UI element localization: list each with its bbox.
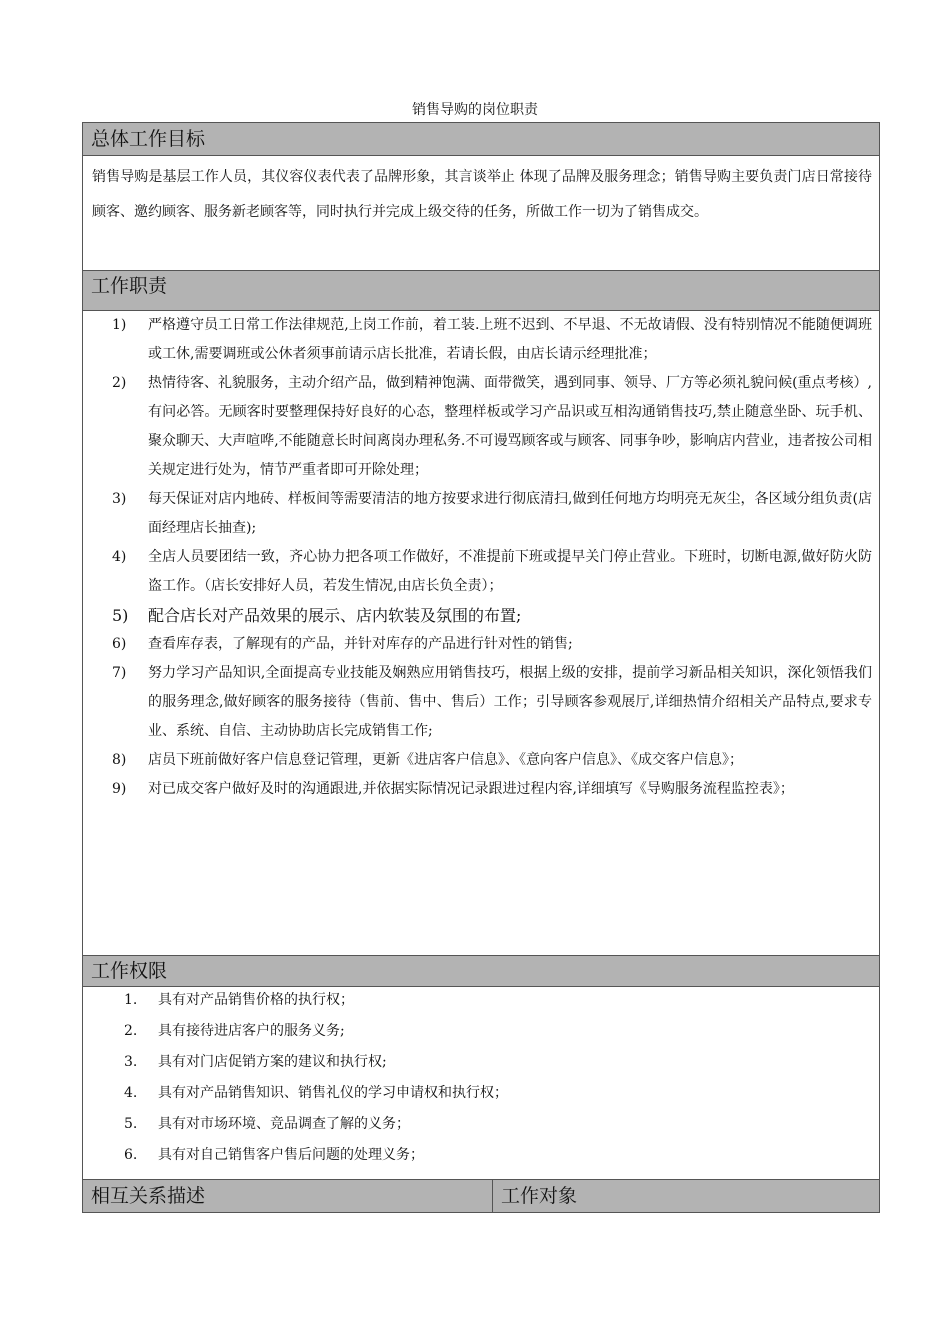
list-item [112, 746, 872, 775]
list-item-text: 每天保证对店内地砖、样板间等需要清洁的地方按要求进行彻底清扫,做到任何地方均明亮无灰尘，各区域分组负责(店面经理店长抽查); [148, 491, 872, 536]
overall-goal-heading: 总体工作目标 [82, 122, 880, 156]
list-item-text: 严格遵守员工日常工作法律规范,上岗工作前，着工装.上班不迟到、不早退、不无故请假、没有特别情况不能随便调班或工休,需要调班或公休者须事前请示店长批准，若请长假，由店长请示经理批准； [148, 317, 872, 362]
list-item-number: 4. [124, 1085, 138, 1101]
list-item-text: 具有对门店促销方案的建议和执行权; [158, 1054, 387, 1070]
list-item-number: 2. [124, 1023, 138, 1039]
list-item-number: 8) [112, 752, 127, 768]
list-item-number: 6) [112, 636, 127, 652]
list-item-number: 3) [112, 491, 127, 507]
authority-heading: 工作权限 [82, 955, 880, 987]
list-item-text: 具有接待进店客户的服务义务; [158, 1023, 345, 1039]
document-title: 销售导购的岗位职责 [412, 102, 538, 118]
list-item [112, 543, 872, 601]
list-item-text: 对已成交客户做好及时的沟通跟进,并依据实际情况记录跟进过程内容,详细填写《导购服务流程监控表》； [148, 781, 794, 797]
list-item-text: 具有对产品销售知识、销售礼仪的学习申请权和执行权； [158, 1085, 508, 1101]
duties-heading: 工作职责 [82, 270, 880, 311]
relations-description-heading: 相互关系描述 [83, 1180, 493, 1212]
list-item [112, 485, 872, 543]
list-item [112, 630, 872, 659]
list-item [112, 659, 872, 746]
list-item-number: 3. [124, 1054, 138, 1070]
list-item-text: 努力学习产品知识,全面提高专业技能及娴熟应用销售技巧，根据上级的安排，提前学习新品相关知识，深化领悟我们的服务理念,做好顾客的服务接待（售前、售中、售后）工作；引导顾客参观展厅,详细热情介绍相关产品特点,要求专业、系统、自信、主动协助店长完成销售工作; [148, 665, 872, 739]
list-item [112, 775, 872, 804]
list-item-text: 具有对市场环境、竞品调查了解的义务； [158, 1116, 410, 1132]
list-item-number: 5) [112, 606, 129, 625]
relations-header-row [82, 1179, 880, 1213]
list-item [112, 369, 872, 485]
list-item-text: 热情待客、礼貌服务，主动介绍产品，做到精神饱满、面带微笑，遇到同事、领导、厂方等必须礼貌问候(重点考核）,有问必答。无顾客时要整理保持好良好的心态，整理样板或学习产品识或互相沟通销售技巧,禁止随意坐卧、玩手机、聚众聊天、大声喧哗,不能随意长时间离岗办理私务.不可谩骂顾客或与顾客、同事争吵，影响店内营业，违者按公司相关规定进行处为，情节严重者即可开除处理； [148, 375, 872, 478]
list-item-number: 7) [112, 665, 127, 681]
authority-list [124, 985, 864, 1171]
list-item [124, 985, 864, 1016]
duties-list [112, 311, 872, 804]
list-item [124, 1078, 864, 1109]
list-item [112, 601, 872, 630]
list-item [112, 311, 872, 369]
overall-goal-text: 销售导购是基层工作人员，其仪容仪表代表了品牌形象，其言谈举止 体现了品牌及服务理念；销售导购主要负责门店日常接待顾客、邀约顾客、服务新老顾客等，同时执行并完成上级交待的任务，所做工作一切为了销售成交。 [92, 169, 872, 220]
list-item [124, 1016, 864, 1047]
list-item-number: 9) [112, 781, 127, 797]
list-item-text: 查看库存表，了解现有的产品，并针对库存的产品进行针对性的销售; [148, 636, 573, 652]
list-item [124, 1140, 864, 1171]
list-item-text: 全店人员要团结一致，齐心协力把各项工作做好，不准提前下班或提早关门停止营业。下班时，切断电源,做好防火防盗工作。（店长安排好人员，若发生情况,由店长负全责）； [148, 549, 872, 594]
list-item-number: 5. [124, 1116, 138, 1132]
list-item-text: 店员下班前做好客户信息登记管理，更新《进店客户信息》、《意向客户信息》、《成交客户信息》； [148, 752, 743, 768]
list-item-number: 1) [112, 317, 127, 333]
list-item [124, 1047, 864, 1078]
list-item-number: 1. [124, 992, 138, 1008]
list-item-text: 配合店长对产品效果的展示、店内软装及氛围的布置; [148, 606, 522, 625]
work-object-heading: 工作对象 [501, 1185, 578, 1207]
list-item-number: 4) [112, 549, 127, 565]
list-item-text: 具有对产品销售价格的执行权； [158, 992, 354, 1008]
list-item-text: 具有对自己销售客户售后问题的处理义务； [158, 1147, 424, 1163]
list-item-number: 2) [112, 375, 127, 391]
list-item [124, 1109, 864, 1140]
list-item-number: 6. [124, 1147, 138, 1163]
